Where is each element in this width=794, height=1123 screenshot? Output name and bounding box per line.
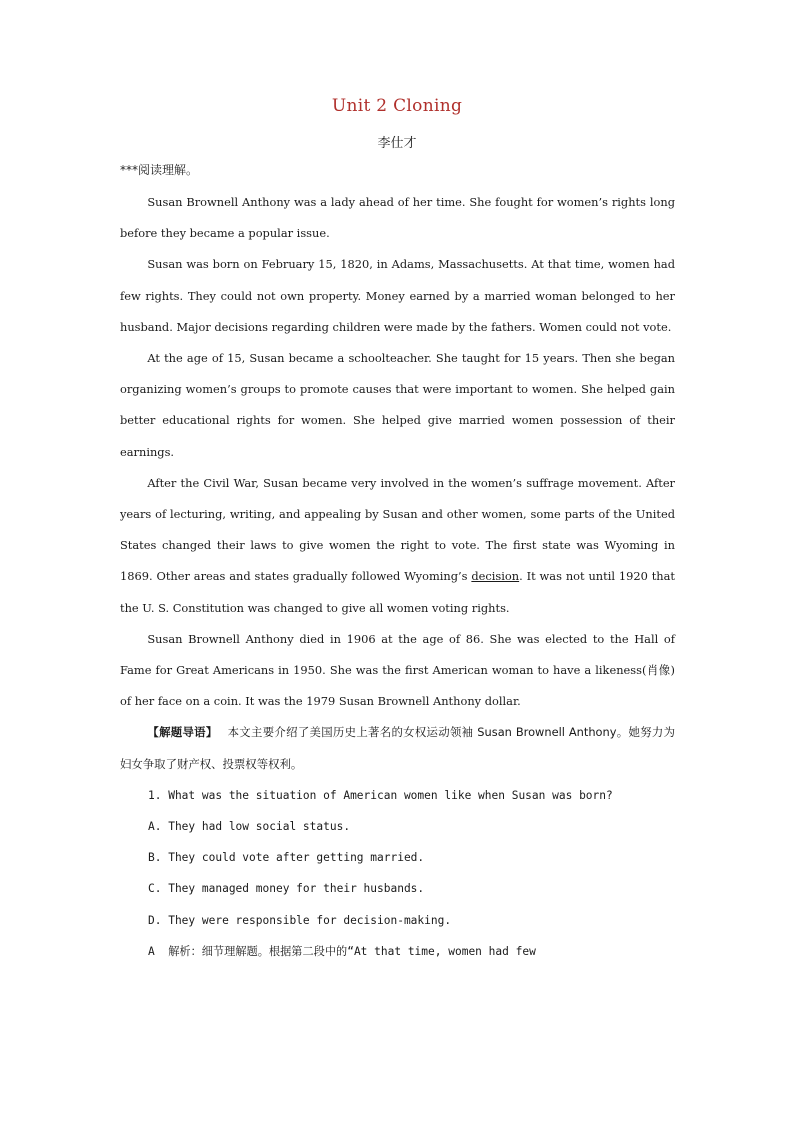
- question-1-option-c: C. They managed money for their husbands.: [148, 882, 425, 896]
- underlined-word-decision: decision: [471, 569, 520, 584]
- passage-paragraph-2: Susan was born on February 15, 1820, in Adams, Massachusetts. At that time, women had few rights. They could not own property. Money earned by a married woman belonged to her husband. Major decisions regarding children were made by the fathers. Women could not vote.: [120, 257, 675, 334]
- question-1-option-b: B. They could vote after getting married.: [148, 851, 425, 865]
- guide-text: 本文主要介绍了美国历史上著名的女权运动领袖 Susan Brownell Anthony。她努力为妇女争取了财产权、投票权等权利。: [120, 725, 675, 771]
- question-1-option-a: A. They had low social status.: [148, 820, 351, 834]
- question-1-stem: 1. What was the situation of American women like when Susan was born?: [148, 788, 613, 802]
- document-title: Unit 2 Cloning: [331, 96, 463, 116]
- passage-paragraph-3: At the age of 15, Susan became a schoolteacher. She taught for 15 years. Then she began organizing women’s groups to promote causes that were important to women. She helped gain better educational rights for women. She helped give married women possession of their earnings.: [120, 351, 675, 459]
- question-1-option-d: D. They were responsible for decision-making.: [148, 913, 452, 927]
- section-label: ***阅读理解。: [120, 163, 199, 177]
- guide-paragraph: [120, 717, 675, 779]
- paragraph-4-text-after: . It was not until 1920 that the U. S. Constitution was changed to give all women voting rights.: [120, 569, 675, 615]
- paragraph-4-text-before: After the Civil War, Susan became very involved in the women’s suffrage movement. After years of lecturing, writing, and appealing by Susan and other women, some parts of the United States changed their laws to give women the right to vote. The first state was Wyoming in 1869. Other areas and states gradually followed Wyoming’s: [120, 475, 675, 584]
- passage-paragraph-4: [120, 468, 675, 624]
- guide-label: 【解题导语】: [147, 725, 218, 740]
- passage-paragraph-1: Susan Brownell Anthony was a lady ahead of her time. She fought for women’s rights long before they became a popular issue.: [120, 195, 675, 241]
- passage-paragraph-5: Susan Brownell Anthony died in 1906 at the age of 86. She was elected to the Hall of Fame for Great Americans in 1950. She was the first American woman to have a likeness(肖像) of her face on a coin. It was the 1979 Susan Brownell Anthony dollar.: [120, 631, 675, 709]
- passage-body: [120, 187, 675, 967]
- question-1-answer: A 解析：细节理解题。根据第二段中的“At that time, women had few: [148, 944, 536, 958]
- author-name: 李仕才: [377, 136, 417, 151]
